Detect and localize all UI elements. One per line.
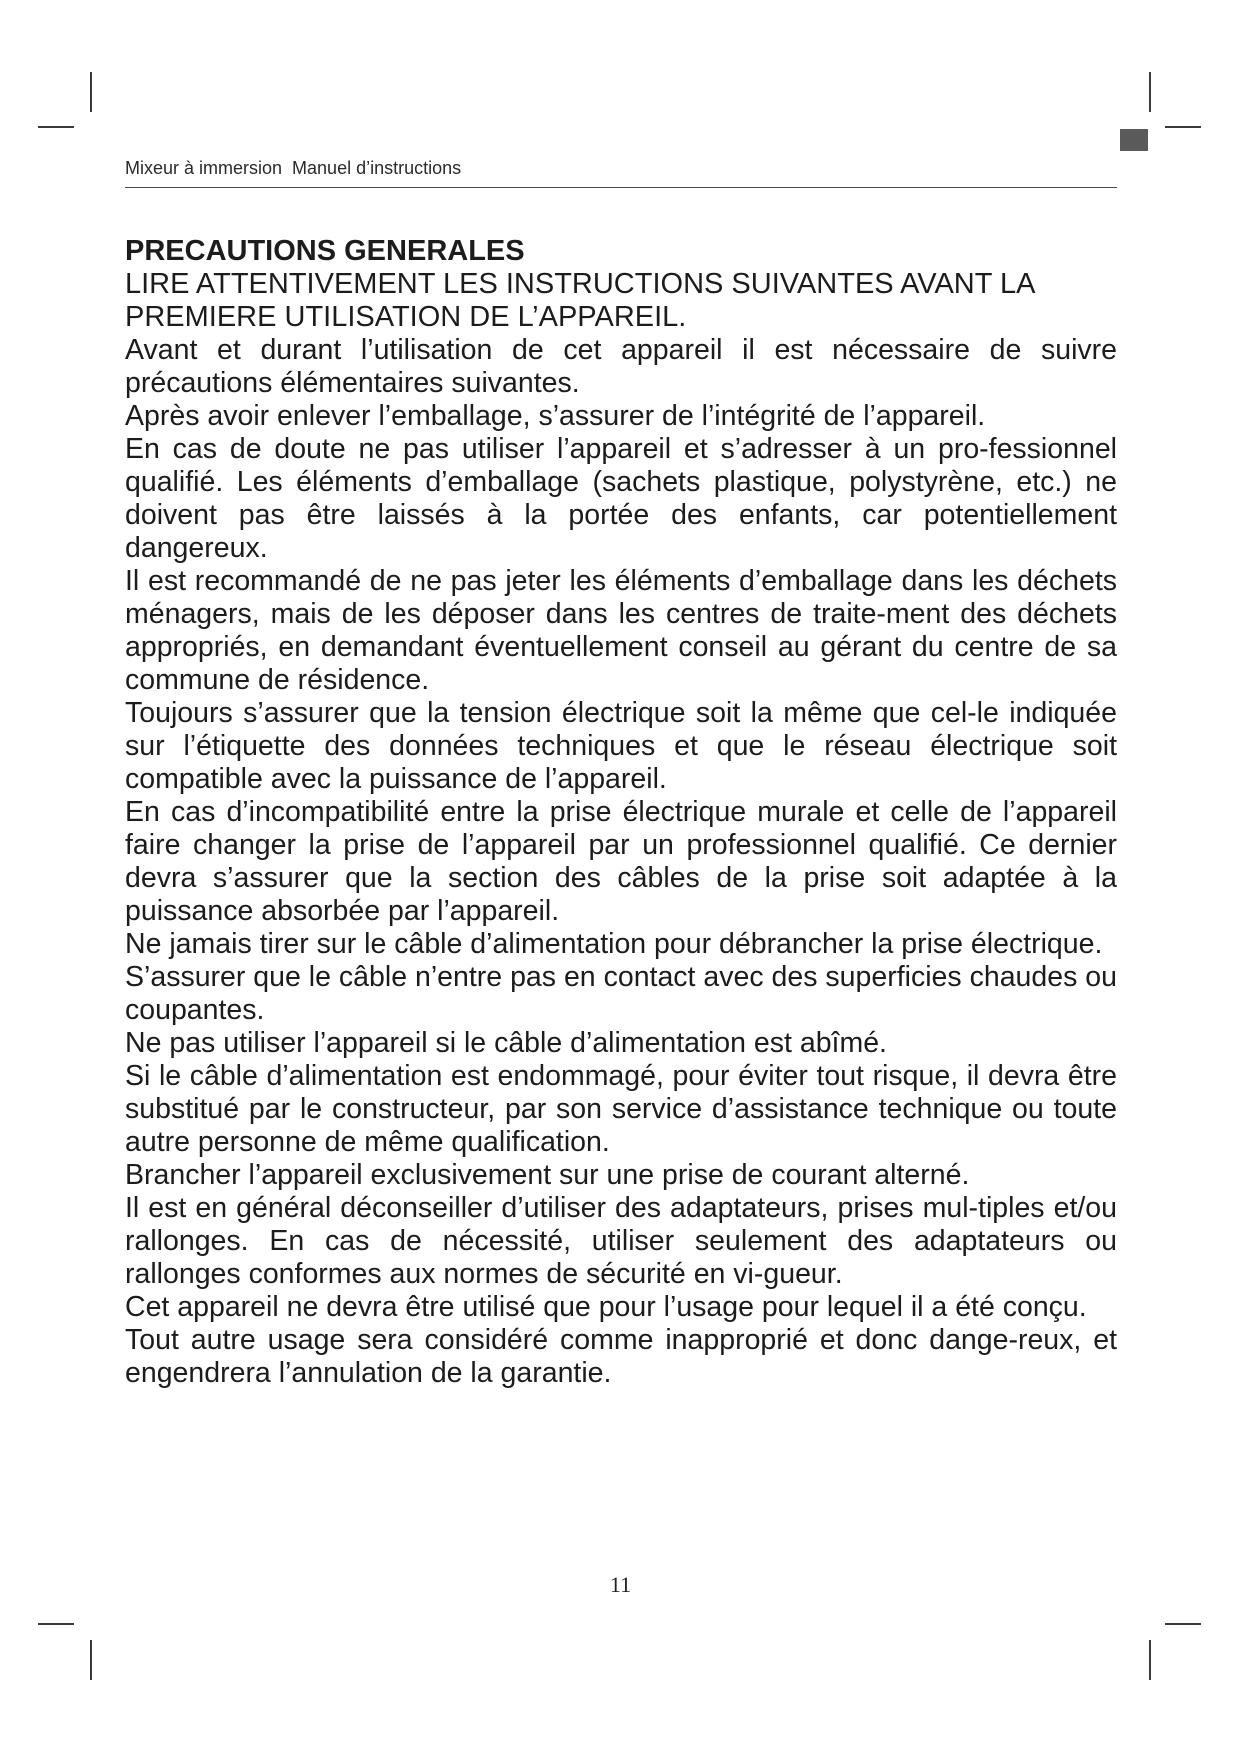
crop-mark-bottom-left-horizontal: [38, 1623, 74, 1625]
paragraph: Après avoir enlever l’emballage, s’assurer de l’intégrité de l’appareil.: [125, 400, 986, 432]
crop-mark-top-right-vertical: [1149, 72, 1151, 112]
paragraph: Ne jamais tirer sur le câble d’alimentation pour débrancher la prise électrique.: [125, 928, 1103, 960]
page-header: [125, 158, 1117, 188]
paragraph: En cas d’incompatibilité entre la prise électrique murale et celle de l’appareil faire changer la prise de l’appareil par un professionnel qualifié. Ce dernier devra s’assurer que la section des câbles de la prise soit adaptée à la puissance absorbée par l’appareil.: [125, 796, 1117, 927]
paragraph: Avant et durant l’utilisation de cet appareil il est nécessaire de suivre précautions élémentaires suivantes.: [125, 334, 1117, 399]
crop-mark-bottom-right-vertical: [1149, 1640, 1151, 1680]
paragraph: Cet appareil ne devra être utilisé que pour l’usage pour lequel il a été conçu.: [125, 1291, 1087, 1323]
page-number: 11: [609, 1572, 632, 1597]
paragraph: S’assurer que le câble n’entre pas en contact avec des superficies chaudes ou coupantes.: [125, 961, 1117, 1026]
paragraph: Si le câble d’alimentation est endommagé, pour éviter tout risque, il devra être substitué par le constructeur, par son service d’assistance technique ou toute autre personne de même qualification.: [125, 1060, 1117, 1158]
paragraph: Ne pas utiliser l’appareil si le câble d’alimentation est abîmé.: [125, 1027, 887, 1059]
section-intro: LIRE ATTENTIVEMENT LES INSTRUCTIONS SUIVANTES AVANT LA PREMIERE UTILISATION DE L’APPAREIL.: [125, 268, 1034, 333]
crop-mark-bottom-right-horizontal: [1165, 1623, 1201, 1625]
paragraph-list: [125, 334, 1117, 1390]
crop-mark-top-left-horizontal: [38, 126, 74, 128]
paragraph: Toujours s’assurer que la tension électrique soit la même que cel-le indiquée sur l’étiquette des données techniques et que le réseau électrique soit compatible avec la puissance de l’appareil.: [125, 697, 1117, 795]
paragraph: Il est recommandé de ne pas jeter les éléments d’emballage dans les déchets ménagers, mais de les déposer dans les centres de traite-ment des déchets appropriés, en demandant éventuellement conseil au gérant du centre de sa commune de résidence.: [125, 565, 1117, 696]
crop-mark-bottom-left-vertical: [90, 1640, 92, 1680]
paragraph: Tout autre usage sera considéré comme inapproprié et donc dange-reux, et engendrera l’annulation de la garantie.: [125, 1324, 1117, 1389]
paragraph: En cas de doute ne pas utiliser l’appareil et s’adresser à un pro-fessionnel qualifié. Les éléments d’emballage (sachets plastique, polystyrène, etc.) ne doivent pas être laissés à la portée des enfants, car potentiellement dangereux.: [125, 433, 1117, 564]
section-title: PRECAUTIONS GENERALES: [125, 235, 525, 267]
registration-square: [1120, 129, 1148, 151]
crop-mark-top-right-horizontal: [1165, 126, 1201, 128]
paragraph: Brancher l’appareil exclusivement sur une prise de courant alterné.: [125, 1159, 970, 1191]
crop-mark-top-left-vertical: [90, 72, 92, 112]
header-title: Mixeur à immersion Manuel d’instructions: [125, 158, 462, 178]
document-body: [125, 234, 1117, 1390]
paragraph: Il est en général déconseiller d’utiliser des adaptateurs, prises mul-tiples et/ou rallonges. En cas de nécessité, utiliser seulement des adaptateurs ou rallonges conformes aux normes de sécurité en vi-gueur.: [125, 1192, 1117, 1290]
